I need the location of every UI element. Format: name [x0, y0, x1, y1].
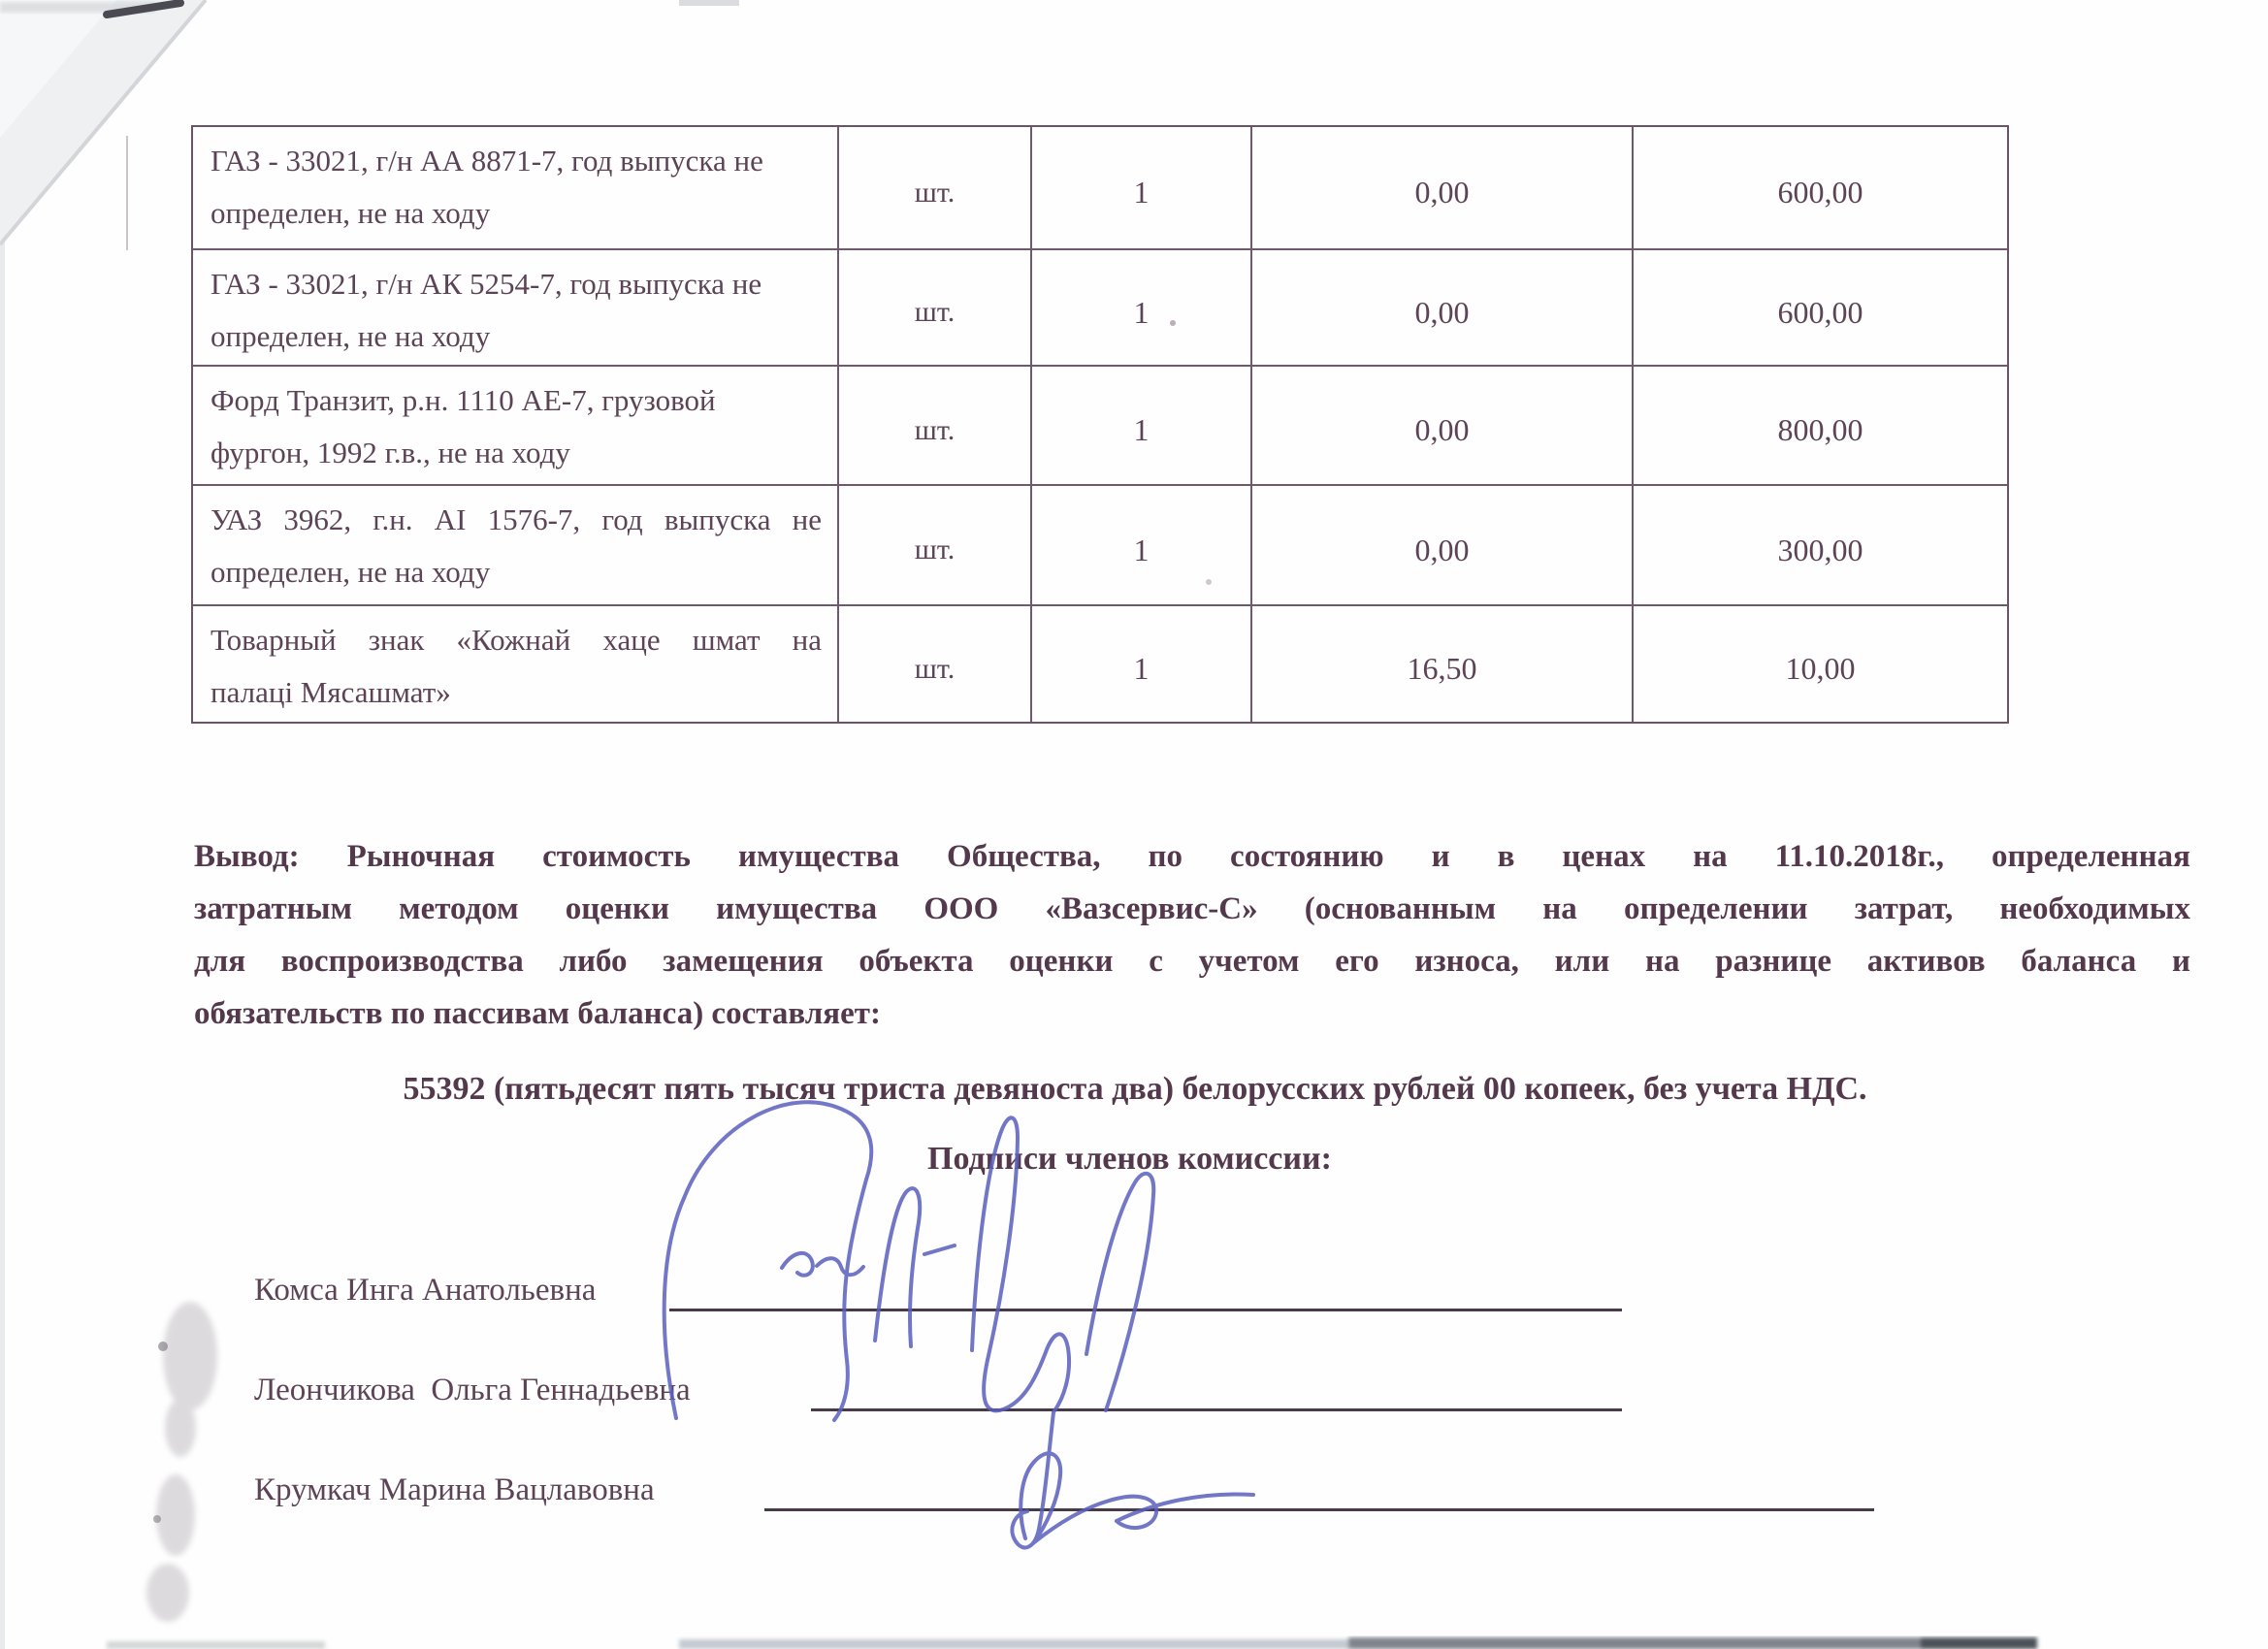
conclusion-line: затратным методом оценки имущества ООО «Вазсервис-С» (основанным на определении затрат, необходимых: [194, 891, 2190, 926]
valuation-amount: 55392 (пятьдесят пять тысяч триста девяноста два) белорусских рублей 00 копеек, без учета НДС.: [403, 1071, 1867, 1107]
asset-description-line: УАЗ 3962, г.н. АІ 1576-7, год выпуска не: [211, 502, 822, 536]
signatory-name: Леончикова Ольга Геннадьевна: [254, 1373, 691, 1407]
asset-description-line: фургон, 1992 г.в., не на ходу: [211, 436, 570, 469]
asset-description-line: определен, не на ходу: [211, 196, 491, 230]
asset-description-line: определен, не на ходу: [211, 319, 491, 353]
unit-cell: шт.: [837, 484, 1030, 604]
quantity-cell: 1: [1030, 127, 1250, 248]
unit-cell: шт.: [837, 248, 1030, 365]
asset-description: [193, 365, 837, 484]
signature-stroke: [1033, 1497, 1156, 1543]
asset-description-line: ГАЗ - 33021, г/н АК 5254-7, год выпуска не: [211, 267, 762, 301]
market-value-cell: 600,00: [1632, 248, 2007, 365]
conclusion-paragraph: [194, 830, 2190, 1040]
signature-stroke: [1021, 1453, 1060, 1543]
ink-speck: [158, 1342, 168, 1351]
quantity-cell: 1: [1030, 248, 1250, 365]
asset-description-line: определен, не на ходу: [211, 555, 491, 589]
ink-speck: [153, 1515, 161, 1523]
book-value-cell: 0,00: [1250, 248, 1632, 365]
conclusion-line: Вывод: Рыночная стоимость имущества Общества, по состоянию и в ценах на 11.10.2018г., определенная: [194, 839, 2190, 874]
asset-description: [193, 248, 837, 365]
asset-description: [193, 484, 837, 604]
signature-stroke: [1012, 1412, 1053, 1547]
book-value-cell: 16,50: [1250, 604, 1632, 722]
top-edge-mark: [679, 0, 739, 6]
signature-stroke: [664, 1102, 872, 1420]
margin-smudges: [146, 1302, 217, 1622]
quantity-cell: 1: [1030, 365, 1250, 484]
unit-cell: шт.: [837, 365, 1030, 484]
asset-valuation-table: [191, 125, 2009, 724]
signature-stroke: [875, 1188, 920, 1346]
corner-dark-mark: [107, 3, 180, 15]
market-value-cell: 800,00: [1632, 365, 2007, 484]
signature-line: [764, 1508, 1874, 1511]
book-value-cell: 0,00: [1250, 484, 1632, 604]
signature-stroke: [782, 1253, 863, 1276]
bottom-scan-strip: [107, 1637, 2037, 1649]
market-value-cell: 300,00: [1632, 484, 2007, 604]
market-value-cell: 10,00: [1632, 604, 2007, 722]
signature-line: [811, 1408, 1622, 1411]
book-value-cell: 0,00: [1250, 127, 1632, 248]
quantity-cell: 1: [1030, 484, 1250, 604]
signatures-heading: Подписи членов комиссии:: [927, 1141, 1332, 1177]
unit-cell: шт.: [837, 127, 1030, 248]
unit-cell: шт.: [837, 604, 1030, 722]
signature-stroke: [984, 1334, 1069, 1412]
conclusion-line: обязательств по пассивам баланса) составляет:: [194, 996, 881, 1031]
signatory-name: Комса Инга Анатольевна: [254, 1273, 597, 1308]
signatory-name: Крумкач Марина Вацлавовна: [254, 1472, 655, 1507]
page-edge-shadow: [0, 0, 5, 1649]
asset-description-line: Форд Транзит, р.н. 1110 АЕ-7, грузовой: [211, 383, 716, 417]
asset-description-line: палаці Мясашмат»: [211, 675, 451, 709]
conclusion-line: для воспроизводства либо замещения объекта оценки с учетом его износа, или на разнице активов баланса и: [194, 944, 2190, 979]
corner-fold-artifact: [0, 0, 206, 244]
quantity-cell: 1: [1030, 604, 1250, 722]
signature-line: [669, 1309, 1622, 1311]
asset-description-line: Товарный знак «Кожнай хаце шмат на: [211, 623, 822, 657]
asset-description: [193, 604, 837, 722]
asset-description: [193, 127, 837, 248]
signature-stroke: [924, 1245, 955, 1254]
signature-stroke: [1086, 1174, 1153, 1410]
asset-description-line: ГАЗ - 33021, г/н АА 8871-7, год выпуска не: [211, 144, 763, 178]
market-value-cell: 600,00: [1632, 127, 2007, 248]
book-value-cell: 0,00: [1250, 365, 1632, 484]
